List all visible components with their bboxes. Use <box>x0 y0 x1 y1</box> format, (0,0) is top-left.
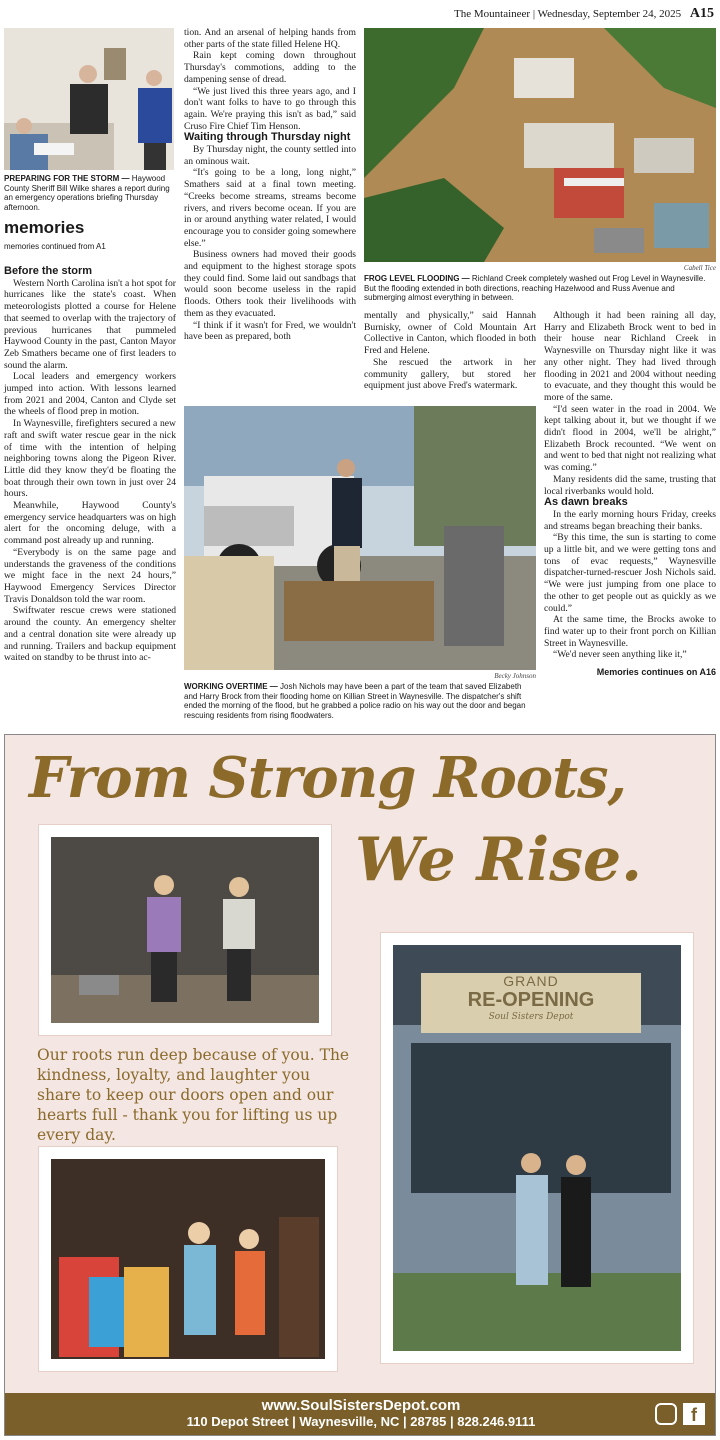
caption-text: Josh Nichols may have been a part of the team that saved Elizabeth and Harry Brock from their flooding home on Killian Street in Waynesville. The dispatcher's shift ended the morning of the flood, but he grabbed a police radio on his way out the door and began rescuing residents from rising floodwaters. <box>184 682 526 720</box>
paragraph: Many residents did the same, trusting that local riverbanks would hold. <box>544 473 716 497</box>
page-header: The Mountaineer | Wednesday, September 24, 2025 A15 <box>454 6 714 21</box>
column-1 <box>4 266 176 664</box>
ad-headline-2: We Rise. <box>355 825 643 895</box>
briefing-caption <box>4 174 176 212</box>
paragraph: By Thursday night, the county settled into an ominous wait. <box>184 144 356 167</box>
instagram-icon[interactable] <box>655 1403 677 1425</box>
flood-aerial-illustration <box>364 28 716 262</box>
paragraph: In the early morning hours Friday, creeks and streams began breaching their banks. <box>544 508 716 532</box>
truck-caption <box>184 682 536 720</box>
caption-text: Richland Creek completely washed out Frog Level in Waynesville. But the flooding extended in both directions, reaching Hazelwood and Russ Avenue and submerging almost everything in between. <box>364 274 706 303</box>
page-number: A15 <box>689 6 714 21</box>
subhead-dawn: As dawn breaks <box>544 496 628 509</box>
ad-website[interactable]: www.SoulSistersDepot.com <box>261 1397 461 1414</box>
caption-lead: PREPARING FOR THE STORM — <box>4 174 130 183</box>
publication-name: The Mountaineer <box>454 8 531 20</box>
briefing-photo-illustration <box>4 28 174 170</box>
subhead-before-storm: Before the storm <box>4 265 93 277</box>
paragraph: “We'd never seen anything like it,” <box>553 649 687 661</box>
storefront-sign <box>421 973 641 1022</box>
caption-lead: WORKING OVERTIME — <box>184 682 278 691</box>
column-3 <box>364 310 536 392</box>
truck-photo <box>184 406 536 670</box>
paragraph: She rescued the artwork in her community gallery, but stored her equipment just above Fred's watermark. <box>364 356 536 392</box>
paragraph: “Everybody is on the same page and understands the graveness of the conditions we might face in the next 24 hours,” Haywood Emergency Services Director Travis Donaldson told the war room. <box>4 546 176 605</box>
paragraph: At the same time, the Brocks awoke to find water up to their front porch on Killian Street in Waynesville. <box>544 614 716 649</box>
sign-line-3: Soul Sisters Depot <box>488 1012 574 1022</box>
flood-aerial-photo <box>364 28 716 262</box>
flood-photo-credit: Cabell Tice <box>683 264 716 272</box>
ad-photo-storefront <box>381 933 693 1363</box>
ad-headline-1: From Strong Roots, <box>29 745 627 811</box>
paragraph: “I think if it wasn't for Fred, we wouldn't have been as prepared, both <box>184 319 356 343</box>
paragraph: Although it had been raining all day, Harry and Elizabeth Brock went to bed in their house near Richland Creek in Waynesville on Thursday night like it was any other night. They had lived through flooding in 2021 and 2004 without needing to evacuate, and they thought this would be more of the same. <box>544 310 716 403</box>
flood-caption <box>364 274 716 303</box>
ad-photo-boutique <box>39 1147 337 1371</box>
caption-text: Haywood County Sheriff Bill Wilke shares a report during an emergency operations briefing Thursday afternoon. <box>4 174 170 212</box>
ad-photo-store-interior <box>39 825 331 1035</box>
subhead-waiting: Waiting through Thursday night <box>184 131 351 144</box>
continued-from: memories continued from A1 <box>4 242 106 251</box>
facebook-icon[interactable]: f <box>683 1403 705 1425</box>
ad-address: 110 Depot Street | Waynesville, NC | 28785 | 828.246.9111 <box>186 1414 536 1429</box>
ad-body-text: Our roots run deep because of you. The kindness, loyalty, and laughter you share to keep our doors open and our hearts full - thank you for lifting us up every day. <box>37 1046 350 1144</box>
paragraph: “I'd seen water in the road in 2004. We kept talking about it, but we thought if we didn't flood in 2004, we'll be alright,” Elizabeth Brock recounted. “We went on and went to bed that night not realizing what was coming.” <box>544 403 716 474</box>
paragraph: tion. And an arsenal of helping hands from other parts of the state filled Helene HQ. <box>184 27 356 50</box>
sign-line-2: RE-OPENING <box>467 989 595 1011</box>
paragraph: Local leaders and emergency workers jumped into action. With lessons learned from 2021 and 2004, Canton and Clyde set the wheels of flood prep in motion. <box>4 371 176 418</box>
paragraph: mentally and physically,” said Hannah Burnisky, owner of Cold Mountain Art Collective in Canton, which flooded in both Fred and Helene. <box>364 310 536 357</box>
caption-lead: FROG LEVEL FLOODING — <box>364 274 470 283</box>
paragraph: In Waynesville, firefighters secured a new raft and swift water rescue gear in the nick of time with the intention of helping neighboring towns along the Pigeon River. Little did they know they'd be floating the boat through their own town in just over 24 hours. <box>4 418 176 500</box>
paragraph: Rain kept coming down throughout Thursday's commotions, adding to the dampening sense of dread. <box>184 50 356 85</box>
section-title: memories <box>4 218 85 237</box>
truck-photo-illustration <box>184 406 536 670</box>
paragraph: “We just lived this three years ago, and I don't want folks to have to go through this again. We're praying this isn't as bad,” said Cruso Fire Chief Tim Henson. <box>184 85 356 132</box>
paragraph: Meanwhile, Haywood County's emergency service headquarters was on high alert for the oncoming deluge, with a command post already up and running. <box>4 500 176 547</box>
briefing-photo <box>4 28 174 170</box>
paragraph: Western North Carolina isn't a hot spot for hurricanes like the state's coast. When meteorologists plotted a course for Helene that seemed to overlap with the trajectory of previous hurricanes that pummeled Haywood County in the past, Canton Mayor Zeb Smathers became one of first leaders to sound the alarm. <box>4 277 176 371</box>
continues-link[interactable]: Memories continues on A16 <box>596 667 716 678</box>
soul-sisters-ad <box>4 734 716 1436</box>
ad-footer <box>5 1393 716 1435</box>
store-interior-illustration <box>39 825 331 1035</box>
truck-photo-credit: Becky Johnson <box>494 672 536 680</box>
sign-line-1: GRAND <box>503 973 559 989</box>
column-2 <box>184 27 356 343</box>
boutique-illustration <box>39 1147 337 1371</box>
paragraph: Business owners had moved their goods and equipment to the highest storage spots they could find. Some laid out sandbags that would soon become useless in the rapid floods. Others took their livelihoods with them as they evacuated. <box>184 249 356 319</box>
paragraph: “It's going to be a long, long night,” Smathers said at a final town meeting. “Creeks become streams, streams become rivers, and rivers become ocean. If you are in or around anything water related, I would encourage you to consider going somewhere else.” <box>184 167 356 249</box>
column-4 <box>544 310 716 679</box>
issue-date: Wednesday, September 24, 2025 <box>537 8 682 20</box>
paragraph: Swiftwater rescue crews were stationed around the county. An emergency shelter and a central donation site were already up and running. Trailers and backup equipment waited on standby to be thrust into ac- <box>4 605 176 664</box>
paragraph: “By this time, the sun is starting to come up a little bit, and we were getting tons and tons of evac requests,” Waynesville dispatcher-turned-rescuer Josh Nichols said. “We were just jumping from one place to the other to get people out as quickly as we could.” <box>544 532 716 614</box>
